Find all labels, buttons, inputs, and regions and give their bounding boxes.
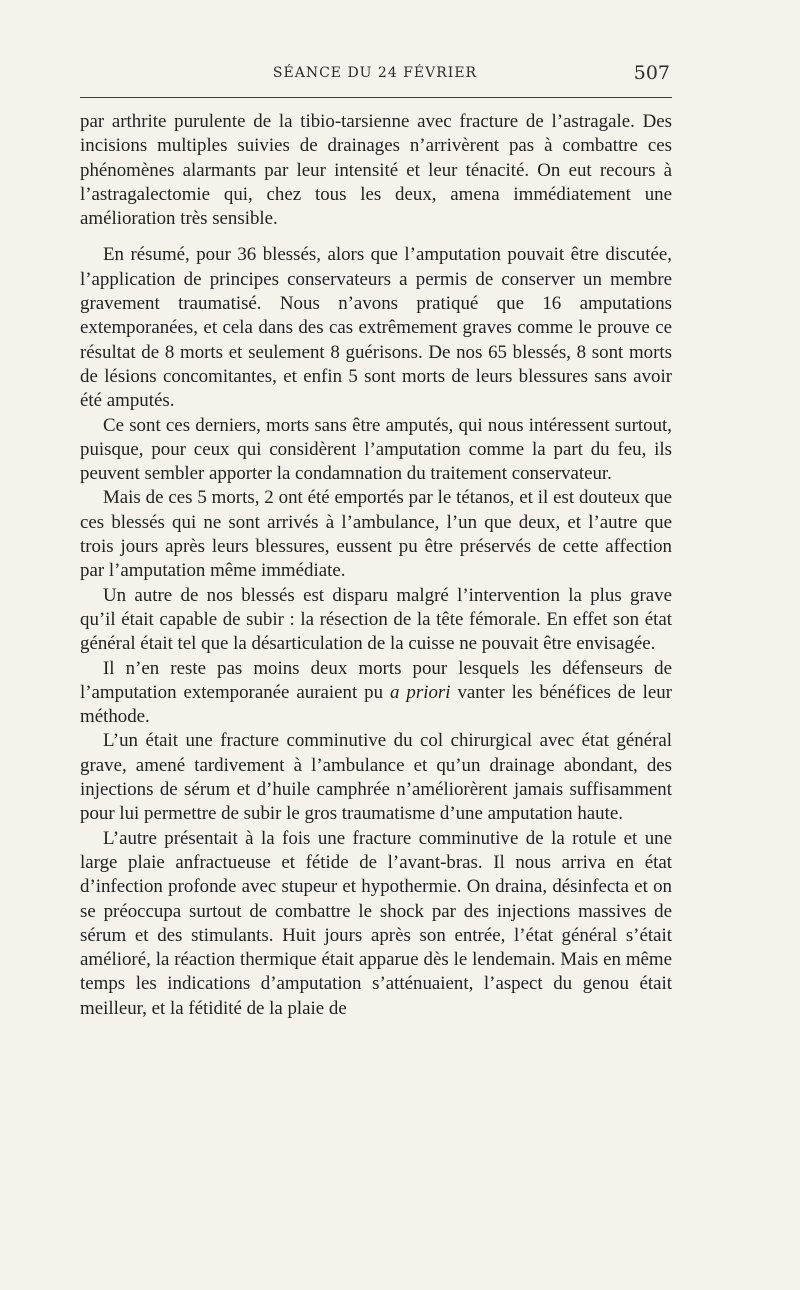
- paragraph: Ce sont ces derniers, morts sans être amputés, qui nous intéressent surtout, puisque, pour ceux qui considèrent l’amputation comme la part du feu, ils peuvent sembler apporter la condamnation du traitement conservateur.: [80, 414, 672, 485]
- paragraph: Mais de ces 5 morts, 2 ont été emportés par le tétanos, et il est douteux que ces blessés qui ne sont arrivés à l’ambulance, l’un que deux, et l’autre que trois jours après leurs blessures, eussent pu être préservés de cette affection par l’amputation même immédiate.: [80, 487, 672, 582]
- page-number: 507: [633, 62, 670, 84]
- paragraph: Un autre de nos blessés est disparu malgré l’intervention la plus grave qu’il était capable de subir : la résection de la tête fémorale. En effet son état général était tel que la désarticulation de la cuisse ne pouvait être envisagée.: [80, 584, 672, 655]
- body-text: [80, 110, 672, 1021]
- paragraph: par arthrite purulente de la tibio-tarsienne avec fracture de l’astragale. Des incisions multiples suivies de drainages n’arrivèrent pas à combattre ces phénomènes alarmants par leur intensité et leur ténacité. On eut recours à l’astragalectomie qui, chez tous les deux, amena immédiatement une amélioration très sensible.: [80, 111, 672, 230]
- page-header: [80, 62, 670, 86]
- paragraph: En résumé, pour 36 blessés, alors que l’amputation pouvait être discutée, l’application de principes conservateurs a permis de conserver un membre gravement traumatisé. Nous n’avons pratiqué que 16 amputations extemporanées, et cela dans des cas extrêmement graves comme le prouve ce résultat de 8 morts et seulement 8 guérisons. De nos 65 blessés, 8 sont morts de lésions concomitantes, et enfin 5 sont morts de leurs blessures sans avoir été amputés.: [80, 244, 672, 412]
- running-head: SÉANCE DU 24 FÉVRIER: [272, 65, 478, 81]
- italic-text: a priori: [390, 681, 451, 703]
- text-run: Il n’en reste pas moins deux morts pour lesquels les défenseurs de l’amputation extemporanée auraient pu: [80, 657, 672, 703]
- paragraph: L’autre présentait à la fois une fracture comminutive de la rotule et une large plaie anfractueuse et fétide de l’avant-bras. Il nous arriva en état d’infection profonde avec stupeur et hypothermie. On draina, désinfecta et on se préoccupa surtout de combattre le shock par des injections massives de sérum et des stimulants. Huit jours après son entrée, l’état général s’était amélioré, la réaction thermique était apparue dès le lendemain. Mais en même temps les indications d’amputation s’atténuaient, l’aspect du genou était meilleur, et la fétidité de la plaie de: [80, 827, 672, 1019]
- text-run: vanter les bénéfices de leur méthode.: [80, 681, 672, 728]
- paragraph: L’un était une fracture comminutive du col chirurgical avec état général grave, amené tardivement à l’ambulance et qu’un drainage abondant, des injections de sérum et d’huile camphrée n’améliorèrent jamais suffisamment pour lui permettre de subir le gros traumatisme d’une amputation haute.: [80, 730, 672, 825]
- paragraph-with-italic: [80, 657, 672, 730]
- header-rule: [80, 97, 672, 98]
